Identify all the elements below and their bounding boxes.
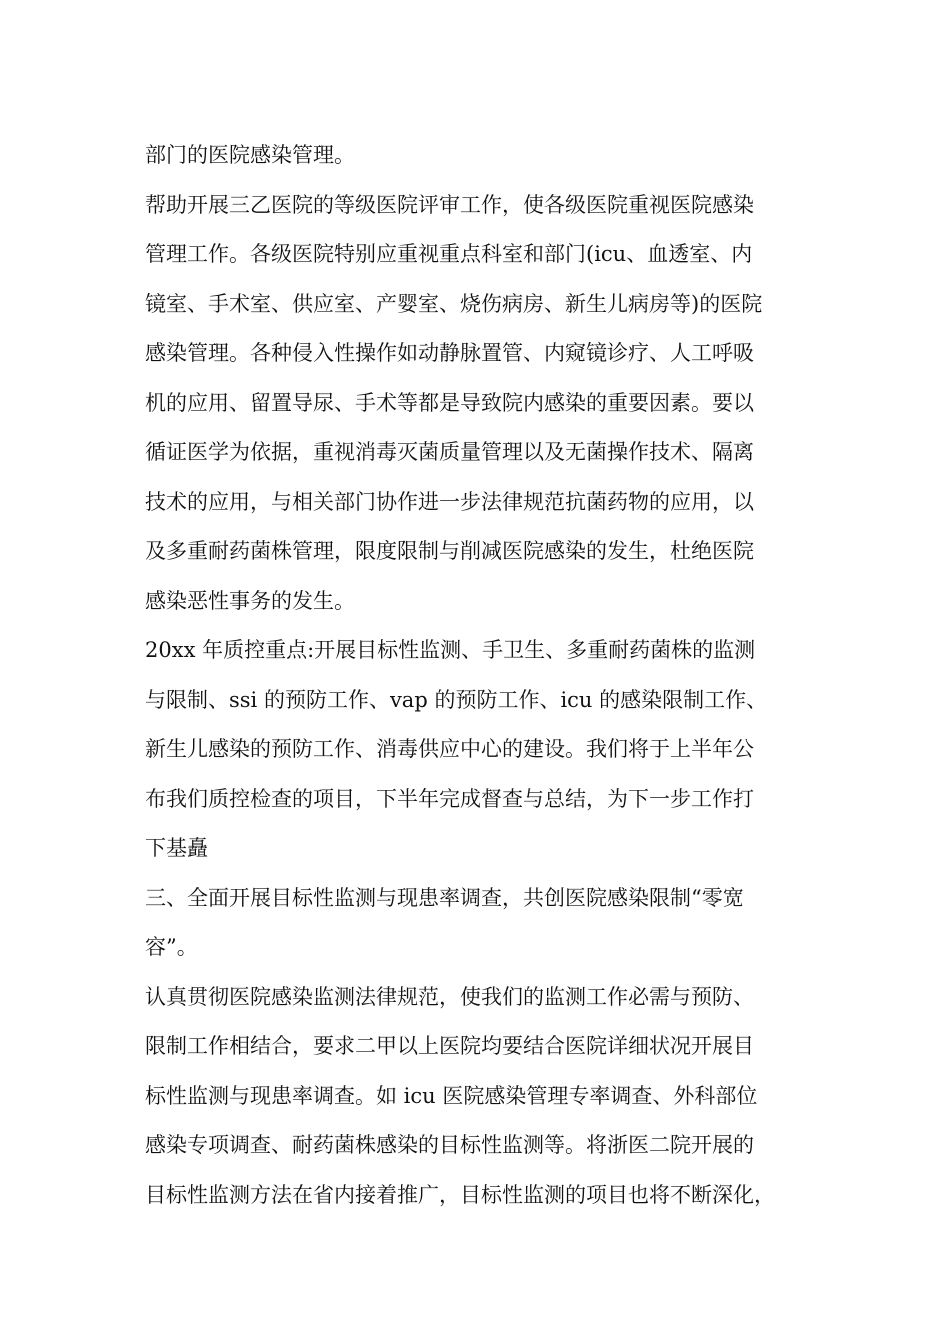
text-line: 感染专项调查、耐药菌株感染的目标性监测等。将浙医二院开展的 [145, 1133, 754, 1157]
text-line: 认真贯彻医院感染监测法律规范，使我们的监测工作必需与预防、 [145, 984, 754, 1009]
text-line: 帮助开展三乙医院的等级医院评审工作，使各级医院重视医院感染 [145, 192, 754, 217]
text-line: 20xx 年质控重点:开展目标性监测、手卫生、多重耐药菌株的监测 [145, 638, 756, 662]
text-line: 布我们质控检查的项目，下半年完成督查与总结，为下一步工作打 [145, 786, 754, 811]
text-line: 三、全面开展目标性监测与现患率调查，共创医院感染限制“零宽 [145, 885, 744, 910]
document-body [145, 131, 825, 1220]
text-line: 部门的医院感染管理。 [145, 143, 355, 167]
text-line: 限制工作相结合，要求二甲以上医院均要结合医院详细状况开展目 [145, 1034, 754, 1058]
text-line: 镜室、手术室、供应室、产婴室、烧伤病房、新生儿病房等)的医院 [145, 291, 763, 316]
text-line: 感染管理。各种侵入性操作如动静脉置管、内窥镜诊疗、人工呼吸 [145, 341, 754, 365]
text-line: 机的应用、留置导尿、手术等都是导致院内感染的重要因素。要以 [145, 390, 754, 415]
text-line: 与限制、ssi 的预防工作、vap 的预防工作、icu 的感染限制工作、 [145, 687, 768, 712]
text-line: 标性监测与现患率调查。如 icu 医院感染管理专率调查、外科部位 [145, 1083, 758, 1108]
text-line: 及多重耐药菌株管理，限度限制与削减医院感染的发生，杜绝医院 [145, 539, 754, 563]
text-line: 循证医学为依据，重视消毒灭菌质量管理以及无菌操作技术、隔离 [145, 440, 754, 464]
text-line: 容”。 [145, 935, 198, 959]
text-line: 新生儿感染的预防工作、消毒供应中心的建设。我们将于上半年公 [145, 737, 754, 761]
text-line: 感染恶性事务的发生。 [145, 588, 355, 613]
text-line: 下基矗 [145, 836, 208, 860]
text-line: 管理工作。各级医院特别应重视重点科室和部门(icu、血透室、内 [145, 242, 753, 266]
text-line: 技术的应用，与相关部门协作进一步法律规范抗菌药物的应用，以 [145, 489, 754, 514]
text-line: 目标性监测方法在省内接着推广，目标性监测的项目也将不断深化， [145, 1182, 775, 1207]
